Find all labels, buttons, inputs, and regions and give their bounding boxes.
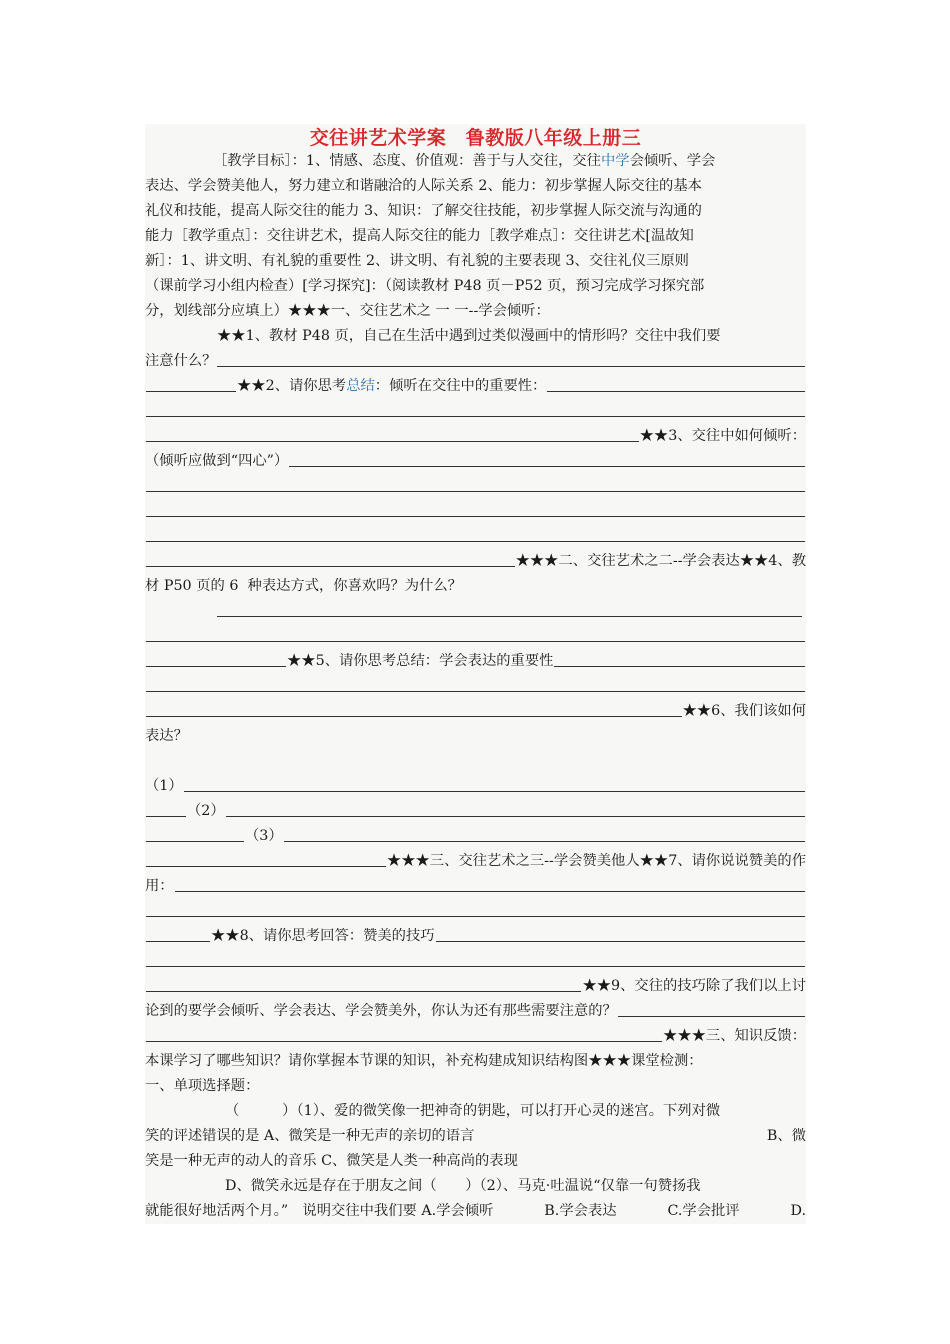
answer-blank[interactable] (547, 374, 805, 392)
answer-blank[interactable] (284, 824, 805, 842)
answer-line (145, 524, 806, 549)
answer-item-3: （3） (145, 824, 806, 849)
answer-blank[interactable] (175, 874, 805, 892)
answer-blank[interactable] (289, 449, 805, 467)
answer-blank[interactable] (146, 824, 244, 842)
text-line: 一、单项选择题： (145, 1078, 260, 1094)
question-1: ★★1、教材 P48 页，自己在生活中遇到过类似漫画中的情形吗？交往中我们要 (217, 328, 721, 344)
choice-question-1: （ ）（1）、爱的微笑像一把神奇的钥匙，可以打开心灵的迷宫。下列对微 (225, 1103, 721, 1119)
text-line: 笑是一种无声的动人的音乐 C、微笑是人类一种高尚的表现 (145, 1153, 518, 1169)
page-title: 交往讲艺术学案 鲁教版八年级上册三 (309, 127, 642, 149)
answer-blank[interactable] (146, 924, 210, 942)
answer-blank[interactable] (618, 999, 805, 1017)
text-line: 表达？ (145, 728, 188, 744)
text-line: 就能很好地活两个月。” 说明交往中我们要 A.学会倾听 B.学会表达 C.学会批评 D. (145, 1203, 806, 1219)
answer-blank[interactable] (184, 774, 805, 792)
text-line: 表达、学会赞美他人，努力建立和谐融洽的人际关系 2、能力：初步掌握人际交往的基本 (145, 178, 702, 194)
answer-blank[interactable] (146, 499, 805, 517)
answer-blank[interactable] (554, 649, 805, 667)
section-feedback: ★★★三、知识反馈： (145, 1024, 806, 1049)
answer-line (145, 399, 806, 424)
answer-item-2: （2） (145, 799, 806, 824)
question-5: ★★5、请你思考总结：学会表达的重要性 (145, 649, 806, 674)
answer-blank[interactable] (436, 924, 805, 942)
answer-blank[interactable] (146, 649, 286, 667)
text-line: 材 P50 页的 6 种表达方式，你喜欢吗？为什么？ (145, 578, 462, 594)
text-line: 新］：1、讲文明、有礼貌的重要性 2、讲文明、有礼貌的主要表现 3、交往礼仪三原则 (145, 253, 689, 269)
answer-blank[interactable] (146, 849, 386, 867)
answer-line (145, 499, 806, 524)
question-3: ★★3、交往中如何倾听： (145, 424, 806, 449)
text-line: （课前学习小组内检查）[学习探究]：（阅读教材 P48 页－P52 页，预习完成学习探究部 (145, 278, 705, 294)
text-line: 本课学习了哪些知识？请你掌握本节课的知识，补充构建成知识结构图★★★课堂检测： (145, 1053, 703, 1069)
answer-blank[interactable] (146, 424, 639, 442)
answer-blank[interactable] (146, 799, 186, 817)
answer-line (145, 674, 806, 699)
text-line: ［教学目标］：1、情感、态度、价值观：善于与人交往，交往 中学 会倾听、学会 (145, 149, 806, 174)
question-9-answer: 论到的要学会倾听、学会表达、学会赞美外，你认为还有那些需要注意的？ (145, 999, 806, 1024)
question-3-answer: （倾听应做到“四心”） (145, 449, 806, 474)
answer-line (145, 624, 806, 649)
answer-blank[interactable] (146, 699, 682, 717)
answer-blank[interactable] (146, 899, 805, 917)
question-9: ★★9、交往的技巧除了我们以上讨 (145, 974, 806, 999)
answer-blank[interactable] (146, 674, 805, 692)
text-line: 分，划线部分应填上）★★★一、交往艺术之 一 一--学会倾听： (145, 303, 550, 319)
answer-line (145, 474, 806, 499)
question-4: ★★★二、交往艺术之二--学会表达★★4、教 (145, 549, 806, 574)
question-7-answer: 用： (145, 874, 806, 899)
text-line: 笑的评述错误的是 A、微笑是一种无声的亲切的语言 B、微 (145, 1128, 806, 1144)
answer-line (145, 949, 806, 974)
link-zhongxue[interactable]: 中学 (600, 153, 630, 169)
answer-line (145, 899, 806, 924)
answer-blank[interactable] (146, 1024, 662, 1042)
answer-blank[interactable] (146, 974, 581, 992)
question-1-answer: 注意什么？ (145, 349, 806, 374)
answer-blank[interactable] (146, 374, 236, 392)
answer-blank[interactable] (217, 349, 805, 367)
question-6: ★★6、我们该如何 (145, 699, 806, 724)
answer-blank[interactable] (146, 624, 805, 642)
answer-line (145, 599, 806, 624)
answer-item-1: （1） (145, 774, 806, 799)
answer-blank[interactable] (217, 599, 802, 617)
answer-blank[interactable] (146, 524, 805, 542)
question-8: ★★8、请你思考回答：赞美的技巧 (145, 924, 806, 949)
question-2: ★★2、请你思考 总结 ：倾听在交往中的重要性： (145, 374, 806, 399)
answer-blank[interactable] (146, 549, 515, 567)
choice-question-2: D、微笑永远是存在于朋友之间（ ）（2）、马克·吐温说“仅靠一句赞扬我 (225, 1178, 701, 1194)
link-zongjie[interactable]: 总结 (346, 378, 375, 394)
text-line: 礼仪和技能，提高人际交往的能力 3、知识：了解交往技能，初步掌握人际交流与沟通的 (145, 203, 702, 219)
answer-blank[interactable] (146, 474, 805, 492)
answer-blank[interactable] (146, 949, 805, 967)
question-7: ★★★三、交往艺术之三--学会赞美他人★★7、请你说说赞美的作 (145, 849, 806, 874)
answer-blank[interactable] (146, 399, 805, 417)
text-line: 能力［教学重点］：交往讲艺术，提高人际交往的能力［教学难点］：交往讲艺术[温故知 (145, 228, 694, 244)
answer-blank[interactable] (226, 799, 805, 817)
